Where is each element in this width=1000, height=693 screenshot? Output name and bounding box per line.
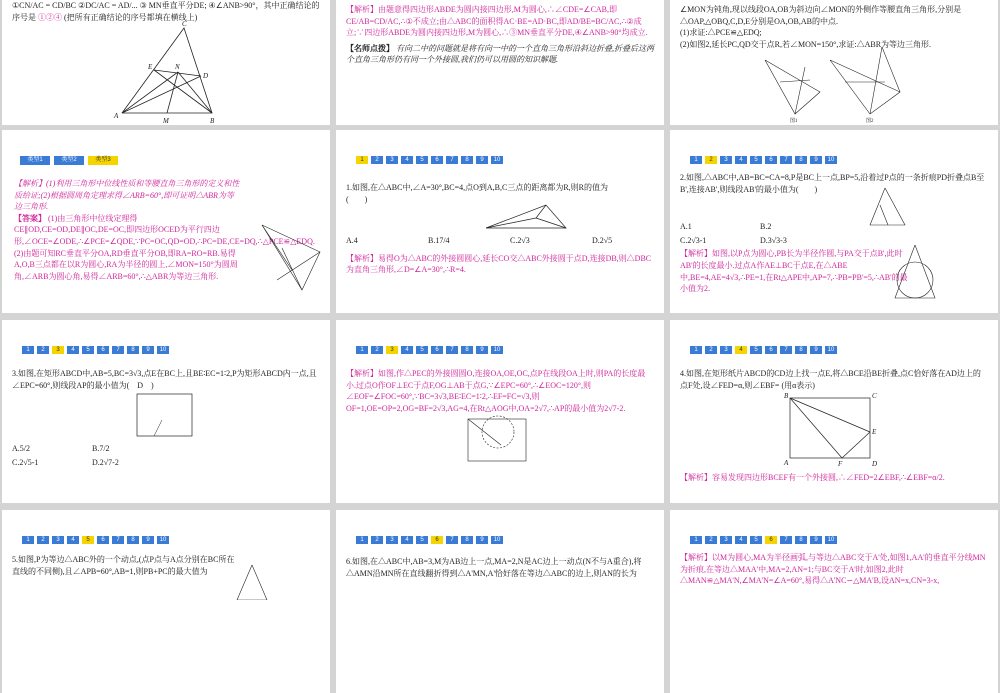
triangle-figure (2, 510, 330, 600)
answer-part-2: (2)由题可知RC垂直平分OA,RD垂直平分OB,即RA=RO=RB.易得A,O,B三点都在以R为圆心,RA为半径的圆上,∠MON=150°为圆周角,∠ARB为圆心角,易得∠ARB=60°,∴△ABR为等边三角形. (14, 248, 238, 281)
question-text: 3.如图,在矩形ABCD中,AB=5,BC=3√3,点E在BC上,且BE∶EC=1∶2,P为矩形ABCD内一点,且∠EPC=60°,则线段AP的最小值为( D ) (12, 369, 317, 390)
figure-1-2 (670, 0, 998, 125)
answer-blank: ①②④ (38, 12, 62, 22)
slide-3 (670, 0, 998, 125)
label-d: D (872, 460, 878, 468)
slide-4 (2, 130, 330, 313)
nav-q1[interactable]: 1 (356, 156, 368, 164)
nav-q8[interactable]: 8 (461, 346, 473, 354)
nav-q5[interactable]: 5 (416, 156, 428, 164)
nav-q3[interactable]: 3 (720, 536, 732, 544)
nav-q3[interactable]: 3 (52, 346, 64, 354)
question-1: (1)求证:△PCE≌△EDQ; (680, 28, 762, 38)
option-b[interactable]: B.7/2 (92, 444, 110, 454)
nav-q6[interactable]: 6 (431, 536, 443, 544)
question-nav (356, 536, 503, 544)
slide-5 (336, 130, 664, 313)
answer-title: 【答案】 (14, 213, 46, 223)
nav-q8[interactable]: 8 (127, 346, 139, 354)
circle-rect-figure (336, 320, 664, 503)
solution-text: 【解析】由题意得四边形ABDE为圆内接四边形,M为圆心,∴∠CDE=∠CAB,即CE/AB=CD/AC,∴①不成立;由△ABC的面积得AC·BE=AD·BC,即AD/BE=BC/AC,∴②成立;∵四边形ABDE为圆内接四边形,M为圆心,∴③MN垂直平分DE,④∠ANB>90°均成立. (346, 5, 648, 38)
nav-q7[interactable]: 7 (446, 536, 458, 544)
nav-q4[interactable]: 4 (67, 536, 79, 544)
nav-q10[interactable]: 10 (825, 156, 837, 164)
fold-figures (670, 130, 998, 313)
nav-q2[interactable]: 2 (37, 346, 49, 354)
nav-q5[interactable]: 5 (750, 346, 762, 354)
label-f: F (838, 460, 843, 468)
nav-q8[interactable]: 8 (795, 346, 807, 354)
fig1-caption: 图1 (790, 119, 798, 124)
triangle-figure (336, 130, 664, 313)
nav-q4[interactable]: 4 (401, 536, 413, 544)
nav-q6[interactable]: 6 (765, 156, 777, 164)
nav-q3[interactable]: 3 (720, 346, 732, 354)
nav-q4[interactable]: 4 (401, 156, 413, 164)
nav-q10[interactable]: 10 (157, 536, 169, 544)
nav-q4[interactable]: 4 (67, 346, 79, 354)
triangle-circle-figure (2, 0, 330, 125)
nav-q1[interactable]: 1 (356, 536, 368, 544)
instruction-line: (把所有正确结论的序号都填在横线上) (64, 12, 198, 22)
nav-q2[interactable]: 2 (705, 346, 717, 354)
nav-q5[interactable]: 5 (82, 346, 94, 354)
nav-q4[interactable]: 4 (401, 346, 413, 354)
nav-q10[interactable]: 10 (491, 156, 503, 164)
geometry-figure (2, 130, 330, 313)
nav-q4[interactable]: 4 (735, 536, 747, 544)
label-b: B (210, 117, 215, 125)
nav-q8[interactable]: 8 (127, 536, 139, 544)
label-a: A (114, 112, 119, 120)
nav-q1[interactable]: 1 (690, 156, 702, 164)
question-2: (2)如图2,延长PC,QD交于点R,若∠MON=150°,求证:△ABR为等边三角形. (680, 39, 932, 49)
nav-q2[interactable]: 2 (37, 536, 49, 544)
label-n: N (175, 63, 180, 71)
nav-q10[interactable]: 10 (491, 536, 503, 544)
slide-7 (2, 320, 330, 503)
label-a: A (784, 459, 789, 467)
label-e: E (148, 63, 153, 71)
nav-q8[interactable]: 8 (795, 536, 807, 544)
option-c[interactable]: C.2√5-1 (12, 457, 39, 467)
nav-q10[interactable]: 10 (825, 536, 837, 544)
label-e: E (872, 428, 877, 436)
nav-q5[interactable]: 5 (416, 346, 428, 354)
label-c: C (872, 392, 877, 400)
nav-q6[interactable]: 6 (765, 536, 777, 544)
option-b[interactable]: B.17/4 (428, 236, 450, 246)
nav-q1[interactable]: 1 (22, 346, 34, 354)
solution-text: 【解析】易得O为△ABC的外接圆圆心,延长CO交△ABC外接圆于点D,连接DB,则△DBC为直角三角形,∠D=∠A=30°,∴R=4. (346, 253, 652, 275)
option-c[interactable]: C.2√3-1 (680, 235, 707, 245)
nav-q9[interactable]: 9 (476, 536, 488, 544)
option-a[interactable]: A.1 (680, 222, 692, 232)
tip-text: 有向二中的问题就是将有向一中的一个直角三角形沿斜边折叠,折叠后这两个直角三角形仍有同一个外接圆,我们仍可以用圆的知识解题. (346, 43, 654, 65)
slide-11 (336, 510, 664, 693)
nav-q9[interactable]: 9 (810, 346, 822, 354)
question-text: 2.如图,△ABC中,AB=BC=CA=8,P是BC上一点,BP=5,沿着过P点的一条折痕PD折叠点B至B',连接AB',则线段AB'的最小值为( ) (680, 173, 985, 194)
option-c[interactable]: C.2√3 (510, 236, 530, 246)
nav-q1[interactable]: 1 (22, 536, 34, 544)
nav-q5[interactable]: 5 (416, 536, 428, 544)
option-b[interactable]: B.2 (760, 222, 772, 232)
nav-q8[interactable]: 8 (795, 156, 807, 164)
question-paren: ( ) (346, 194, 368, 204)
nav-q3[interactable]: 3 (386, 156, 398, 164)
fig2-caption: 图2 (866, 119, 874, 124)
nav-q2[interactable]: 2 (371, 536, 383, 544)
nav-q10[interactable]: 10 (825, 346, 837, 354)
option-d[interactable]: D.3√3-3 (760, 235, 787, 245)
option-d[interactable]: D.2√5 (592, 236, 613, 246)
nav-q1[interactable]: 1 (356, 346, 368, 354)
nav-q7[interactable]: 7 (112, 346, 124, 354)
nav-q5[interactable]: 5 (750, 536, 762, 544)
label-m: M (163, 117, 169, 125)
nav-q9[interactable]: 9 (142, 346, 154, 354)
nav-q7[interactable]: 7 (112, 536, 124, 544)
nav-q3[interactable]: 3 (52, 536, 64, 544)
solution-text: 【解析】(1)利用三角形中位线性质和等腰直角三角形的定义和性质给证;(2)根据圆周角定理求得∠ARB=60°,即可证明△ABR为等边三角形. (14, 179, 240, 212)
nav-q3[interactable]: 3 (386, 346, 398, 354)
label-c: C (182, 20, 187, 28)
question-text: 5.如图,P为等边△ABC外的一个动点,(点P点与A点分别在BC所在直线的不同侧),且∠APB=60°,AB=1,则PB+PC的最大值为 (12, 555, 235, 576)
label-b: B (784, 392, 789, 400)
rectangle-figure (2, 320, 330, 503)
nav-q6[interactable]: 6 (97, 536, 109, 544)
problem-statement: ∠MON为钝角,现以线段OA,OB为斜边向∠MON的外侧作等腰直角三角形,分别是△OAP,△OBQ,C,D,E分别是OA,OB,AB的中点. (680, 5, 962, 26)
solution-text: 【解析】如图,作△PEC的外接圆圆O,连接OA,OE,OC,点P在线段OA上时,则PA的长度最小.过点O作OF⊥EC于点F,OG⊥AB于点G,∵∠EPC=60°,∴∠EOC=120°,则∠EOF=∠FOC=60°,∵BC=3√3,BE∶EC=1∶2,∴EF=FC=√3,则OF=1,OE=OP=2,OG=BF=2√3,AG=4,在Rt△AOG中,OA=2√7,∴AP的最小值为2√7-2. (346, 369, 646, 413)
nav-q7[interactable]: 7 (446, 346, 458, 354)
question-text: 4.如图,在矩形纸片ABCD的CD边上找一点E,将△BCE沿BE折叠,点C恰好落在AD边上的点F处,设∠FED=α,则∠EBF= (680, 369, 981, 390)
solution-text: 【解析】如图,以P点为圆心,PB长为半径作圆,与PA交于点B',此时AB'的长度最小.过点A作AE⊥BC于点E,在△ABE中,BE=4,AE=4√3,∴PE=1,在Rt△APE中,AP=7,∴PB=PB'=5,∴AB'的最小值为2. (680, 249, 908, 294)
solution-text: 【解析】以M为圆心,MA为半径画弧,与等边△ABC交于A'处,如图1,AA'的垂直平分线MN为折痕,在等边△MAA'中,MA=2,AN=1;与BC交于A'时,如图2,此时△MAN≌△MA'N,∠MA'N=∠A=60°,易得△A'NC∽△MA'B,设AN=x,CN=3-x, (680, 553, 986, 586)
conclusions-line: ①CN/AC = CD/BC ②DC/AC = AD/... ③ MN垂直平分DE; ④∠ANB>90°，其中正确结论的序号是 (12, 1, 320, 22)
option-a[interactable]: A.4 (346, 236, 358, 246)
slide-10 (2, 510, 330, 693)
nav-q8[interactable]: 8 (461, 536, 473, 544)
nav-q4[interactable]: 4 (735, 346, 747, 354)
solution-text: 【解析】容易发现四边形BCEF有一个外接圆,∴∠FED=2∠EBF,∴∠EBF=α/2. (680, 473, 945, 482)
nav-q9[interactable]: 9 (810, 536, 822, 544)
nav-q5[interactable]: 5 (750, 156, 762, 164)
nav-q9[interactable]: 9 (810, 156, 822, 164)
nav-q6[interactable]: 6 (97, 346, 109, 354)
nav-q7[interactable]: 7 (780, 156, 792, 164)
nav-q9[interactable]: 9 (476, 156, 488, 164)
tab-type-2[interactable]: 类型2 (54, 156, 84, 165)
nav-q7[interactable]: 7 (780, 346, 792, 354)
nav-q6[interactable]: 6 (431, 156, 443, 164)
question-text: 1.如图,在△ABC中,∠A=30°,BC=4,点O到A,B,C三点的距离都为R,则R的值为 (346, 183, 609, 192)
option-d[interactable]: D.2√7-2 (92, 457, 119, 467)
nav-q2[interactable]: 2 (371, 346, 383, 354)
nav-q2[interactable]: 2 (705, 156, 717, 164)
nav-q3[interactable]: 3 (386, 536, 398, 544)
slide-2 (336, 0, 664, 125)
nav-q9[interactable]: 9 (476, 346, 488, 354)
nav-q6[interactable]: 6 (765, 346, 777, 354)
nav-q7[interactable]: 7 (780, 536, 792, 544)
answer-part-1: (1)由三角形中位线定理得CE∥OD,CE=OD,DE∥OC,DE=OC,即四边形OCED为平行四边形,∠OCE=∠ODE,∴∠PCE=∠QDE,∵PC=OC,QD=OD,∴PC=DE,CE=DQ,∴△PCE≌△EDQ. (14, 213, 315, 246)
nav-q10[interactable]: 10 (491, 346, 503, 354)
slide-8 (336, 320, 664, 503)
nav-q10[interactable]: 10 (157, 346, 169, 354)
nav-q5[interactable]: 5 (82, 536, 94, 544)
slide-9 (670, 320, 998, 503)
tab-type-1[interactable]: 类型1 (20, 156, 50, 165)
nav-q7[interactable]: 7 (446, 156, 458, 164)
nav-q8[interactable]: 8 (461, 156, 473, 164)
tab-type-3[interactable]: 类型3 (88, 156, 118, 165)
nav-q1[interactable]: 1 (690, 536, 702, 544)
question-text: 6.如图,在△ABC中,AB=3,M为AB边上一点,MA=2,N是AC边上一动点(N不与A重合),将△AMN沿MN所在直线翻折得到△A'MN,A'恰好落在等边△ABC的边上,则AN的长为 (346, 557, 642, 578)
slide-1 (2, 0, 330, 125)
nav-q3[interactable]: 3 (720, 156, 732, 164)
slide-6 (670, 130, 998, 313)
question-nav (690, 536, 837, 544)
answer-blank: (用α表示) (781, 380, 815, 390)
slide-12 (670, 510, 998, 693)
nav-q2[interactable]: 2 (371, 156, 383, 164)
nav-q1[interactable]: 1 (690, 346, 702, 354)
label-d: D (203, 72, 209, 80)
option-a[interactable]: A.5/2 (12, 444, 30, 454)
nav-q4[interactable]: 4 (735, 156, 747, 164)
nav-q6[interactable]: 6 (431, 346, 443, 354)
nav-q9[interactable]: 9 (142, 536, 154, 544)
nav-q2[interactable]: 2 (705, 536, 717, 544)
tip-title: 【名师点拨】 (346, 43, 394, 53)
